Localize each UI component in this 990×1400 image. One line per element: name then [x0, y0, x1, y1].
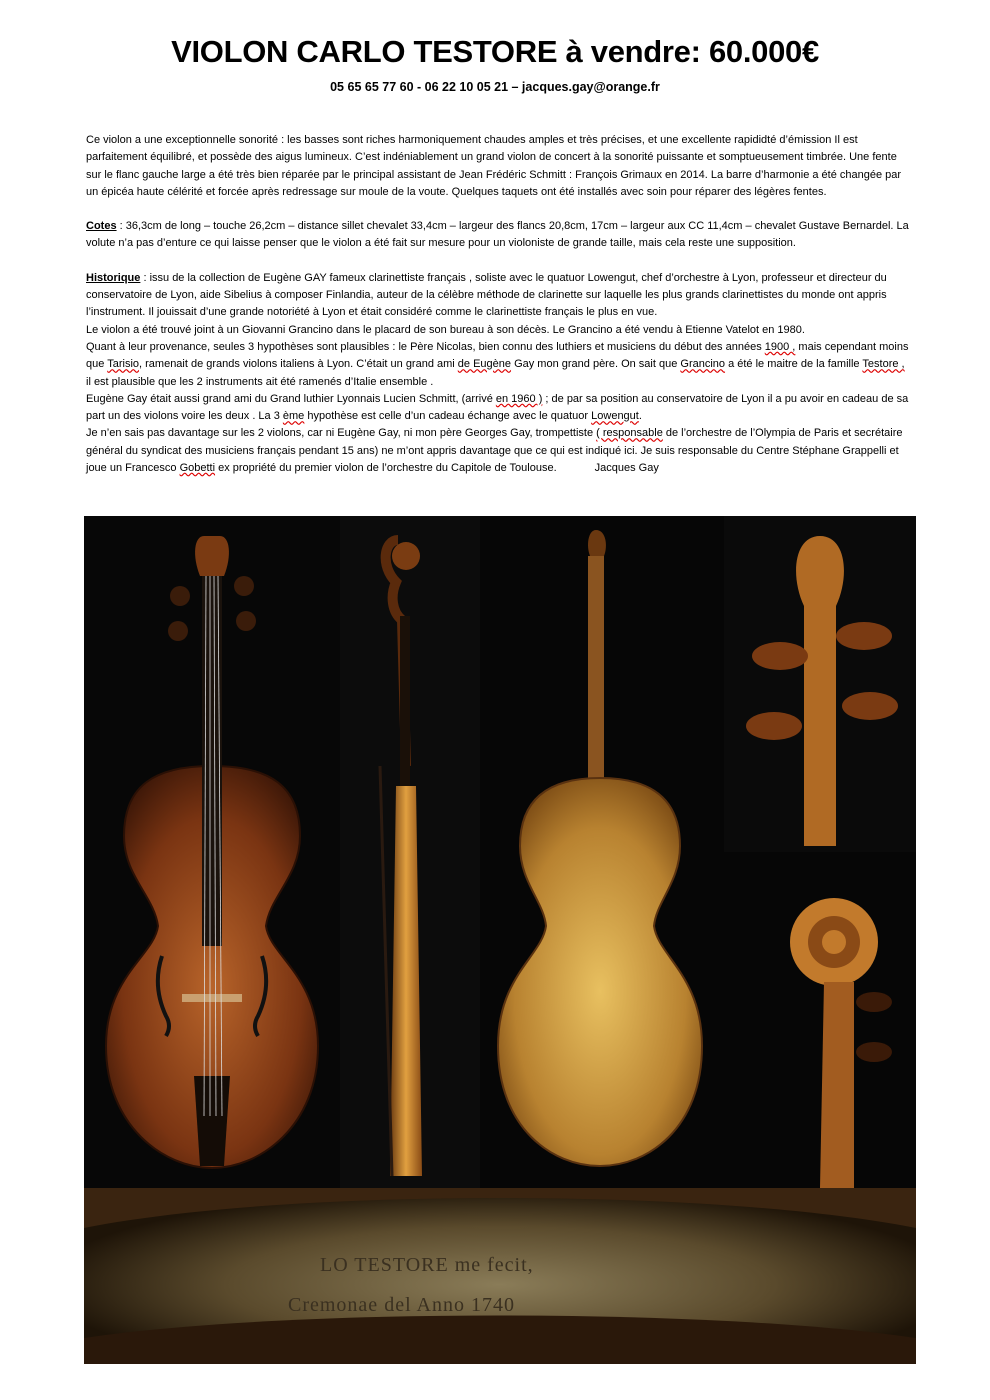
scroll-front-photo: [724, 516, 916, 852]
paragraph-cotes: [86, 218, 910, 253]
paragraph-historique: [86, 270, 910, 322]
text-run: hypothèse est celle d’un cadeau échange avec le quatuor: [304, 410, 592, 423]
paragraph-sound: Ce violon a une exceptionnelle sonorité : les basses sont riches harmoniquement chaudes amples et très précises, et une excellente rapididté d’émission Il est parfaitement équilibré, et possède des aigus lumineux. C’est indéniablement un grand violon de concert à la sonorité puissante et somptueusement timbrée. Une fente sur le flanc gauche large a été très bien réparée par le principal assistant de Jean Frédéric Schmitt : François Grimaux en 2014. La barre d’harmonie a été changée par un épicéa haute célérité et forcée après redressage sur moule de la voute. Quelques taquets ont été installés avec soin pour réparer des légères fentes.: [86, 134, 902, 198]
violin-side-photo: [340, 516, 480, 1188]
description-text: [86, 132, 910, 477]
historique-text-2: Le violon a été trouvé joint à un Giovanni Grancino dans le placard de son bureau à son décès. Le Grancino a été vendu à Etienne Vatelot en 1980.: [86, 323, 805, 336]
text-run: Grancino: [680, 358, 726, 371]
cotes-label: Cotes: [86, 220, 117, 233]
signature: Jacques Gay: [594, 462, 659, 475]
photo-collage: [84, 516, 916, 1364]
page-title: VIOLON CARLO TESTORE à vendre: 60.000€: [171, 34, 819, 69]
contact-line: 05 65 65 77 60 - 06 22 10 05 21 – jacques.gay@orange.fr: [330, 80, 660, 94]
text-run: , ramenait de grands violons italiens à Lyon. C’était un grand ami: [139, 358, 458, 371]
text-run: Tarisio: [107, 358, 140, 371]
text-run: Je n’en sais pas davantage sur les 2 violons, car ni Eugène Gay, ni mon père Georges Gay, trompettiste: [86, 427, 597, 440]
text-run: Gobetti: [179, 462, 216, 475]
text-run: a été le maitre de la famille: [725, 358, 863, 371]
text-run: en 1960 ): [495, 392, 543, 405]
violin-front-photo: [84, 516, 340, 1188]
text-run: il est plausible que les 2 instruments ait été ramenés d’Italie ensemble .: [86, 375, 434, 388]
text-run: .: [638, 410, 642, 423]
cotes-text: : 36,3cm de long – touche 26,2cm – distance sillet chevalet 33,4cm – largeur des flancs 20,8cm, 17cm – largeur aux CC 11,4cm – chevalet Gustave Bernardel. La volute n’a pas d’enture ce qui laisse penser que le violon a été fait sur mesure pour un violoniste de grande taille, mais cela reste une supposition.: [86, 220, 909, 250]
label-line-1: LO TESTORE me fecit,: [320, 1254, 534, 1276]
historique-text-5: [86, 425, 910, 477]
text-run: ex propriété du premier violon de l’orchestre du Capitole de Toulouse.: [215, 462, 557, 475]
text-run: ème: [282, 410, 305, 423]
text-run: Gay mon grand père. On sait que: [511, 358, 681, 371]
text-run: ( responsable: [596, 427, 663, 440]
historique-text-4: [86, 391, 910, 426]
historique-label: Historique: [86, 271, 141, 284]
label-photo: [84, 1188, 916, 1364]
historique-text-1: : issu de la collection de Eugène GAY fameux clarinettiste français , soliste avec le quatuor Lowengut, chef d’orchestre à Lyon, professeur et directeur du conservatoire de Lyon, aide Sibelius à composer Finlandia, auteur de la célèbre méthode de clarinette sur laquelle les plus grands clarinettistes du monde ont appris l’instrument. Il jouissait d’une grande notoriété à Lyon et était considéré comme le clarinettiste français le plus en vue.: [86, 271, 887, 319]
text-run: ; de par sa position au conservatoire de Lyon il a pu avoir en cadeau de sa part un des violons voire les deux . La 3: [86, 392, 909, 423]
text-run: Testore ,: [862, 358, 905, 371]
text-run: mais cependant moins que: [86, 340, 909, 371]
text-run: de l’orchestre de l’Olympia de Paris et secrétaire général du syndicat des musiciens français pendant 15 ans) ne m’ont appris davantage que ce qui est indiqué ici. Je suis responsable du Centre Stéphane Grappelli et joue un Francesco: [86, 427, 903, 475]
text-run: Eugène Gay était aussi grand ami du Grand luthier Lyonnais Lucien Schmitt, (arrivé: [86, 392, 496, 405]
text-run: Lowengut: [591, 410, 639, 423]
historique-text-3: [86, 339, 910, 391]
text-run: Quant à leur provenance, seules 3 hypothèses sont plausibles : le Père Nicolas, bien connu des luthiers et musiciens du début des années: [86, 340, 765, 353]
text-run: 1900 ,: [764, 340, 796, 353]
scroll-side-photo: [724, 852, 916, 1188]
violin-back-photo: [480, 516, 724, 1188]
text-run: de Eugène: [457, 358, 512, 371]
label-line-2: Cremonae del Anno 1740: [288, 1294, 515, 1316]
